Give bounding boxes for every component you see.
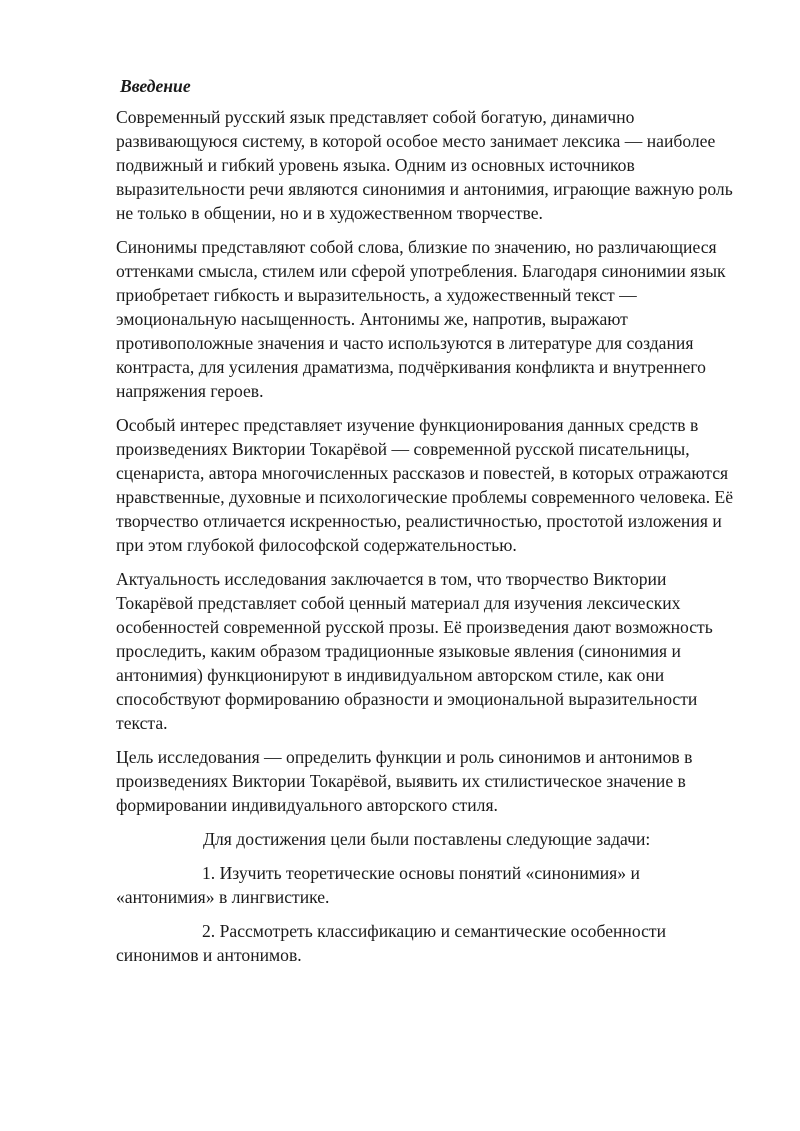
paragraph-synonyms: Синонимы представляют собой слова, близкие по значению, но различающиеся оттенками смысла, стилем или сферой употребления. Благодаря синонимии язык приобретает гибкость и выразительность, а художественный текст — эмоциональную насыщенность. Антонимы же, напротив, выражают противоположные значения и часто используются в литературе для создания контраста, для усиления драматизма, подчёркивания конфликта и внутреннего напряжения героев.: [116, 237, 726, 401]
task-item-2: 2. Рассмотреть классификацию и семантические особенности синонимов и антонимов.: [116, 921, 666, 965]
tasks-intro: Для достижения цели были поставлены следующие задачи:: [203, 829, 651, 849]
task-item-1: 1. Изучить теоретические основы понятий «синонимия» и «антонимия» в лингвистике.: [116, 863, 640, 907]
paragraph-tokareva: Особый интерес представляет изучение функционирования данных средств в произведениях Виктории Токарёвой — современной русской писательницы, сценариста, автора многочисленных рассказов и повестей, в которых отражаются нравственные, духовные и психологические проблемы современного человека. Её творчество отличается искренностью, реалистичностью, простотой изложения и при этом глубокой философской содержательностью.: [116, 415, 734, 555]
paragraph-relevance: Актуальность исследования заключается в том, что творчество Виктории Токарёвой представляет собой ценный материал для изучения лексических особенностей современной русской прозы. Её произведения дают возможность проследить, каким образом традиционные языковые явления (синонимия и антонимия) функционируют в индивидуальном авторском стиле, как они способствуют формированию образности и эмоциональной выразительности текста.: [116, 569, 713, 733]
paragraph-goal: Цель исследования — определить функции и роль синонимов и антонимов в произведениях Виктории Токарёвой, выявить их стилистическое значение в формировании индивидуального авторского стиля.: [116, 747, 693, 815]
paragraph-intro: Современный русский язык представляет собой богатую, динамично развивающуюся систему, в которой особое место занимает лексика — наиболее подвижный и гибкий уровень языка. Одним из основных источников выразительности речи являются синонимия и антонимия, играющие важную роль не только в общении, но и в художественном творчестве.: [116, 107, 733, 223]
section-heading: Введение: [120, 76, 191, 96]
